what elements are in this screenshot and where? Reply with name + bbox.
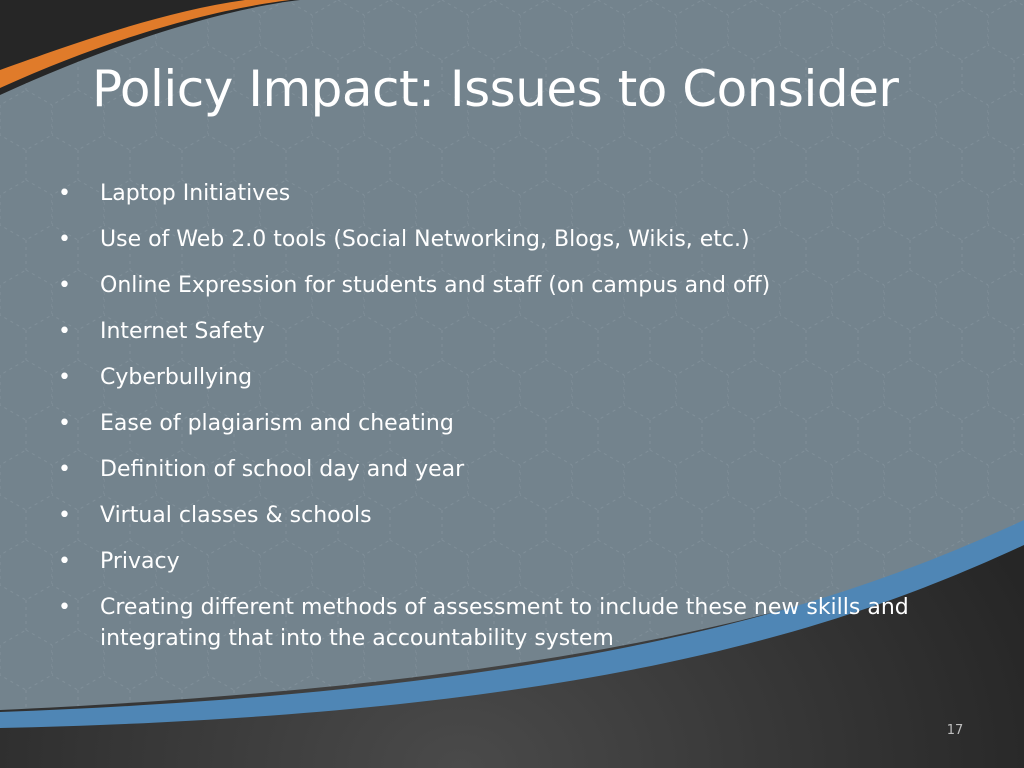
bullet-text: Online Expression for students and staff (on campus and off) — [100, 273, 771, 298]
list-item — [58, 454, 928, 485]
bullet-text: Privacy — [100, 549, 180, 574]
list-item — [58, 500, 928, 531]
bullet-text: Internet Safety — [100, 319, 265, 344]
bullet-icon: • — [58, 365, 71, 390]
bullet-text: Ease of plagiarism and cheating — [100, 411, 454, 436]
list-item — [58, 592, 928, 654]
bullet-text: Virtual classes & schools — [100, 503, 372, 528]
bullet-icon: • — [58, 181, 71, 206]
list-item — [58, 316, 928, 347]
list-item — [58, 408, 928, 439]
bullet-icon: • — [58, 227, 71, 252]
bullet-list — [58, 178, 928, 669]
list-item — [58, 178, 928, 209]
list-item — [58, 270, 928, 301]
list-item — [58, 224, 928, 255]
bullet-icon: • — [58, 595, 71, 620]
bullet-icon: • — [58, 549, 71, 574]
slide-title: Policy Impact: Issues to Consider — [92, 60, 899, 118]
bullet-icon: • — [58, 503, 71, 528]
bullet-icon: • — [58, 319, 71, 344]
bullet-icon: • — [58, 273, 71, 298]
list-item — [58, 362, 928, 393]
bullet-text: Cyberbullying — [100, 365, 253, 390]
bullet-text: Laptop Initiatives — [100, 181, 291, 206]
bullet-text: Creating different methods of assessment to include these new skills and integrating that into the accountability system — [100, 595, 909, 651]
page-number: 17 — [946, 723, 964, 738]
bullet-text: Definition of school day and year — [100, 457, 465, 482]
list-item — [58, 546, 928, 577]
bullet-text: Use of Web 2.0 tools (Social Networking, Blogs, Wikis, etc.) — [100, 227, 750, 252]
bullet-icon: • — [58, 457, 71, 482]
bullet-icon: • — [58, 411, 71, 436]
